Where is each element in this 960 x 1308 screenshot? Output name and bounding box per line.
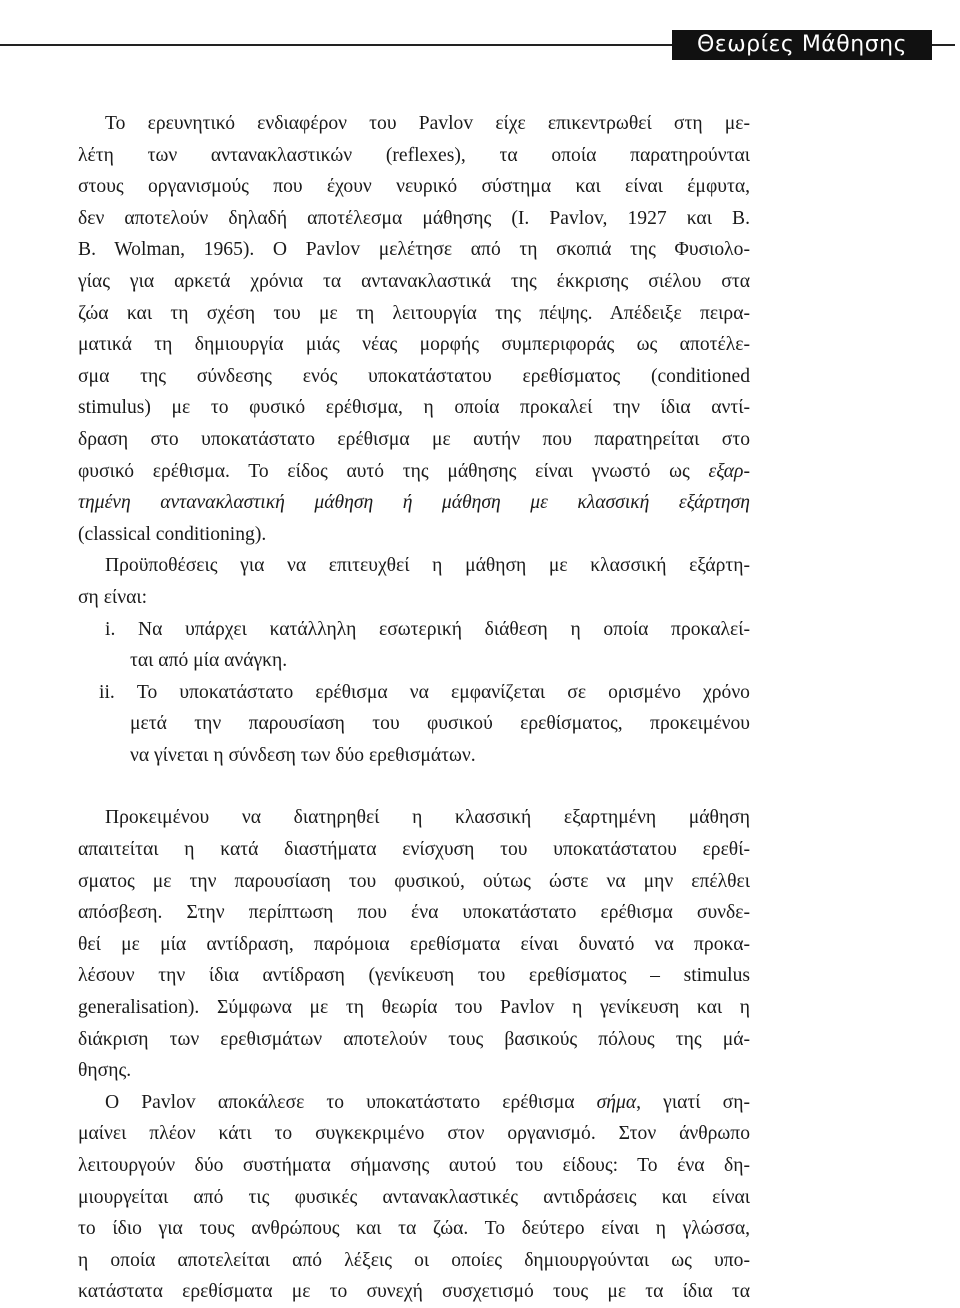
text-line: ζώα και τη σχέση του με τη λειτουργία της πέψης. Απέδειξε πειρα- [78,302,750,324]
running-header: Θεωρίες Μάθησης [672,30,932,60]
text-line: λέτη των αντανακλαστικών (reflexes), τα οποία παρατηρούνται [78,144,750,166]
text-line: ματικά τη δημιουργία μιάς νέας μορφής συμπεριφοράς ως αποτέλε- [78,334,750,356]
text-line: θεί με μία αντίδραση, παρόμοια ερεθίσματα είναι δυνατό να προκα- [78,933,750,955]
list-text: να γίνεται η σύνδεση των δύο ερεθισμάτων. [130,744,476,766]
list-item [78,614,750,646]
text-line: κατάστατα ερεθίσματα με το συνεχή συσχετισμό τους με τα ίδια τα [78,1281,750,1303]
text-line: το ίδιο για τους ανθρώπους και τα ζώα. Το δεύτερο είναι η γλώσσα, [78,1218,750,1240]
italic-term: εξαρ- [708,460,750,482]
text-line [78,1087,750,1119]
text-line: stimulus) με το φυσικό ερέθισμα, η οποία προκαλεί την ίδια αντί- [78,397,750,419]
text-line: Προϋποθέσεις για να επιτευχθεί η μάθηση με κλασσική εξάρτη- [105,555,750,577]
list-text: Να υπάρχει κατάλληλη εσωτερική διάθεση η οποία προκαλεί- [138,618,751,640]
text-line: λειτουργούν δύο συστήματα σήμανσης αυτού του είδους: Το ένα δη- [78,1155,750,1176]
text-line: Προκειμένου να διατηρηθεί η κλασσική εξαρτημένη μάθηση [105,807,750,829]
text-span: , γιατί ση- [636,1091,750,1113]
text-line: δεν αποτελούν δηλαδή αποτέλεσμα μάθησης (I. Pavlov, 1927 και B. [78,207,750,229]
list-marker: i. [105,618,116,640]
paragraph-gap [78,771,750,802]
body-text [78,108,750,1308]
text-line: generalisation). Σύμφωνα με τη θεωρία του Pavlov η γενίκευση και η [78,997,750,1019]
italic-term: τημένη αντανακλαστική μάθηση ή μάθηση με κλασσική εξάρτηση [78,492,750,514]
text-line: (classical conditioning). [78,523,267,545]
text-line: στους οργανισμούς που έχουν νευρικό σύστημα και είναι έμφυτα, [78,176,750,198]
text-line: Το ερευνητικό ενδιαφέρον του Pavlov είχε επικεντρωθεί στη με- [105,113,750,134]
text-line: δραση στο υποκατάστατο ερέθισμα με αυτήν που παρατηρείται στο [78,428,750,450]
text-span: Ο Pavlov αποκάλεσε το υποκατάστατο ερέθισμα [105,1091,597,1113]
list-marker: ii. [99,681,115,703]
text-line: θησης. [78,1060,132,1082]
text-line: μαίνει πλέον κάτι το συγκεκριμένο στον οργανισμό. Στον άνθρωπο [78,1123,750,1145]
text-line: σματος με την παρουσίαση του φυσικού, ούτως ώστε να μην επέλθει [78,870,750,892]
list-item [78,677,750,709]
text-line: σμα της σύνδεσης ενός υποκατάστατου ερεθίσματος (conditioned [78,365,750,387]
list-text: ται από μία ανάγκη. [130,650,288,672]
list-text: Το υποκατάστατο ερέθισμα να εμφανίζεται σε ορισμένο χρόνο [136,681,750,703]
text-span: φυσικό ερέθισμα. Το είδος αυτό της μάθησης είναι γνωστό ως [78,460,709,482]
text-line: απόσβεση. Στην περίπτωση που ένα υποκατάστατο ερέθισμα συνδε- [78,902,750,924]
text-line: διάκριση των ερεθισμάτων αποτελούν τους βασικούς πόλους της μά- [78,1028,750,1050]
text-line: η οποία αποτελείται από λέξεις οι οποίες δημιουργούνται ως υπο- [78,1249,750,1271]
text-line: ση είναι: [78,586,148,608]
text-line: γίας για αρκετά χρόνια τα αντανακλαστικά της έκκρισης σιέλου στα [78,270,750,292]
italic-term: σήμα [596,1091,637,1113]
list-text: μετά την παρουσίαση του φυσικού ερεθίσματος, προκειμένου [130,713,750,735]
text-line [78,456,750,488]
text-line: απαιτείται η κατά διαστήματα ενίσχυση του υποκατάστατου ερεθί- [78,839,750,861]
text-line: λέσουν την ίδια αντίδραση (γενίκευση του ερεθίσματος – stimulus [78,965,750,987]
text-line: B. Wolman, 1965). Ο Pavlov μελέτησε από τη σκοπιά της Φυσιολο- [78,239,750,261]
text-line: μιουργείται από τις φυσικές αντανακλαστικές αντιδράσεις και είναι [78,1186,750,1208]
